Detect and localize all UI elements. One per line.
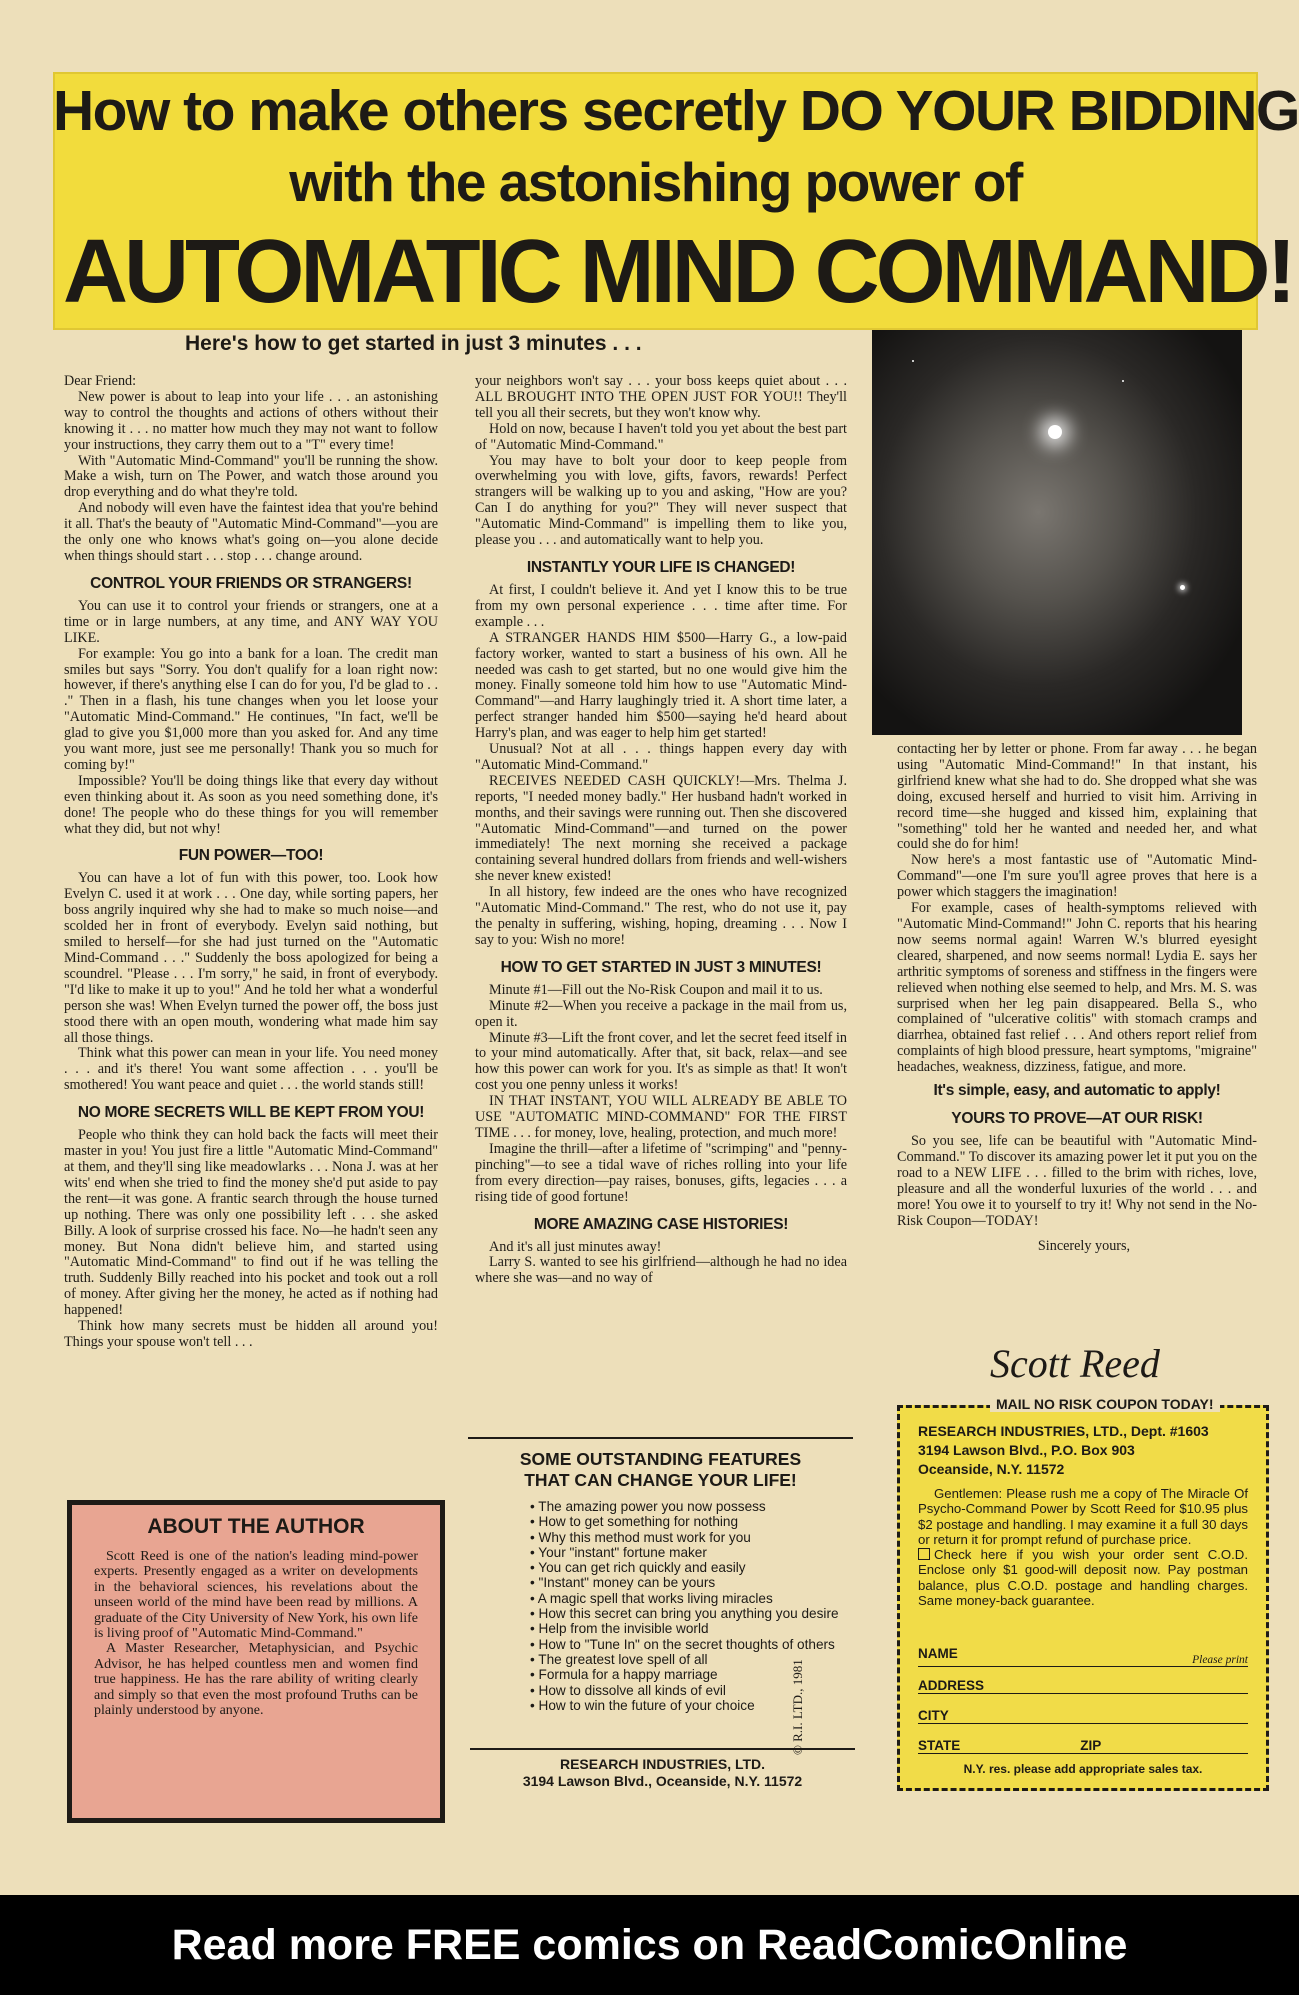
section-heading: INSTANTLY YOUR LIFE IS CHANGED! xyxy=(526,558,796,576)
list-item: • How this secret can bring you anything you desire xyxy=(530,1606,853,1621)
address-label: ADDRESS xyxy=(918,1678,985,1693)
list-item: • How to get something for nothing xyxy=(530,1514,853,1529)
star-icon xyxy=(1122,380,1124,382)
headline-line-3: AUTOMATIC MIND COMMAND! xyxy=(63,222,1293,322)
list-item: • You can get rich quickly and easily xyxy=(530,1560,853,1575)
company-address: 3194 Lawson Blvd., Oceanside, N.Y. 11572 xyxy=(522,1773,803,1789)
name-field[interactable] xyxy=(918,1646,1248,1667)
paragraph: At first, I couldn't believe it. And yet I know this to be true from my own personal experience . . . time after time. For example . . . xyxy=(475,581,847,630)
coupon-tag: MAIL NO RISK COUPON TODAY! xyxy=(990,1396,1220,1412)
headline-banner xyxy=(53,72,1299,330)
closing: Sincerely yours, xyxy=(1037,1238,1131,1255)
coupon-body xyxy=(918,1486,1248,1608)
paragraph: You can have a lot of fun with this power, too. Look how Evelyn C. used it at work . . . One day, while sorting papers, her boss angrily inquired why she had to make so much noise—and scolded her in front of everybody. Evelyn said nothing, but smiled to herself—for she had just turned on the "Automatic Mind-Command . . ." Suddenly the boss apologized for being a scoundrel. "Please . . . I'm sorry," he said, in front of everybody. "I'd like to make it up to you!" And he told her what a wonderful person she was! When Evelyn turned the power off, the boss just stood there with an open mouth, wondering what made him say all those things. xyxy=(64,870,438,1046)
site-footer-link[interactable]: Read more FREE comics on ReadComicOnline xyxy=(0,1895,1299,1995)
bright-star-icon xyxy=(1048,425,1062,439)
paragraph: Hold on now, because I haven't told you yet about the best part of "Automatic Mind-Command." xyxy=(475,420,847,453)
features-title-1: SOME OUTSTANDING FEATURES xyxy=(519,1449,802,1469)
paragraph: Impossible? You'll be doing things like that every day without even thinking about it. As soon as you need something done, it's done! The people who do these things for you will remember what they did, but not why! xyxy=(64,772,438,837)
paragraph: You may have to bolt your door to keep people from overwhelming you with love, gifts, favors, rewards! Perfect strangers will be walking up to you and asking, "How are you? Can I do anything for you?" They will never suspect that "Automatic Mind-Command" is impelling them to like you, please you . . . and automatically want to help you. xyxy=(475,452,847,549)
paragraph: And nobody will even have the faintest idea that you're behind it all. That's the beauty of "Automatic Mind-Command"—you are the only one who knows what's going on—you alone decide when things should start . . . stop . . . change around. xyxy=(64,500,438,564)
please-print-note: Please print xyxy=(1192,1654,1248,1666)
state-label: STATE xyxy=(918,1738,961,1753)
city-field[interactable] xyxy=(918,1708,1248,1724)
coupon-address-line: RESEARCH INDUSTRIES, LTD., Dept. #1603 xyxy=(918,1423,1209,1439)
about-paragraph: A Master Researcher, Metaphysician, and Psychic Advisor, he has helped countless men and women find true happiness. He has the rare ability of writing clearly and simply so that even the most profound Truths can be plainly understood by anyone. xyxy=(94,1641,418,1719)
coupon-cod-text: Check here if you wish your order sent C.O.D. Enclose only $1 good-will deposit now. Pay postman balance, plus C.O.D. postage and handling charges. Same money-back guarantee. xyxy=(918,1547,1248,1609)
section-heading: It's simple, easy, and automatic to apply! xyxy=(933,1082,1221,1100)
features-title-2: THAT CAN CHANGE YOUR LIFE! xyxy=(524,1470,797,1490)
name-label: NAME xyxy=(918,1646,958,1661)
paragraph: New power is about to leap into your life . . . an astonishing way to control the thoughts and actions of others without their knowing it . . . no matter how much they may not want to follow your instructions, they carry them out to a "T" every time! xyxy=(64,388,438,453)
features-title xyxy=(468,1449,853,1491)
section-heading: NO MORE SECRETS WILL BE KEPT FROM YOU! xyxy=(77,1104,425,1122)
coupon-address xyxy=(918,1422,1209,1479)
paragraph: With "Automatic Mind-Command" you'll be running the show. Make a wish, turn on The Power, and watch those around you drop everything and do what they're told. xyxy=(64,452,438,501)
about-paragraph: Scott Reed is one of the nation's leading mind-power experts. Presently engaged as a writer on developments in the behavioral sciences, his revelations about the unseen world of the mind have been read by millions. A graduate of the City University of New York, his own life is living proof of "Automatic Mind-Command." xyxy=(94,1549,418,1642)
section-heading: CONTROL YOUR FRIENDS OR STRANGERS! xyxy=(90,574,412,592)
coupon-order-text: Gentlemen: Please rush me a copy of The Miracle Of Psycho-Command Power by Scott Reed for $10.95 plus $2 postage and handling. I may examine it a full 30 days or return it for prompt refund of purchase price. xyxy=(918,1486,1248,1547)
list-item: • How to win the future of your choice xyxy=(530,1698,853,1713)
paragraph: And it's all just minutes away! xyxy=(489,1238,662,1255)
list-item: • The greatest love spell of all xyxy=(530,1652,853,1667)
headline-line-1: How to make others secretly DO YOUR BIDDING xyxy=(53,79,1299,143)
paragraph: Minute #2—When you receive a package in the mail from us, open it. xyxy=(475,997,847,1030)
paragraph: RECEIVES NEEDED CASH QUICKLY!—Mrs. Thelma J. reports, "I needed money badly." Her husband hadn't worked in months, and their savings were running out. Then she discovered "Automatic Mind-Command"—and turned on the power immediately! The next morning she received a package containing several hundred dollars from friends and well-wishers she never knew existed! xyxy=(475,772,847,885)
section-heading: FUN POWER—TOO! xyxy=(178,847,324,865)
paragraph: In all history, few indeed are the ones who have recognized "Automatic Mind-Command." The rest, who do not use it, pay the penalty in suffering, wishing, hoping, dreaming . . . Now I say to you: Wish no more! xyxy=(475,884,847,948)
paragraph: For example, cases of health-symptoms relieved with "Automatic Mind-Command!" John C. reports that his hearing now seems normal again! Warren W.'s blurred eyesight cleared, sharpened, and now seems normal! Lydia E. says her arthritic symptoms of soreness and stiffness in the fingers were relieved when nothing else seemed to help, and Mrs. M. S. was surprised when her leg pain disappeared. Bella S., who complained of "ulcerative colitis" with stomach cramps and diarrhea, obtained fast relief . . . And others report relief from complaints of high blood pressure, heart symptoms, "migraine" headaches, weakness, dizziness, fatigue, and more. xyxy=(897,900,1257,1076)
section-heading: MORE AMAZING CASE HISTORIES! xyxy=(533,1215,789,1233)
paragraph: Minute #3—Lift the front cover, and let the secret feed itself in to your mind automatically. After that, sit back, relax—and see how this power can work for you. It's as simple as that! It won't cost you one penny unless it works! xyxy=(475,1029,847,1094)
paragraph: Think how many secrets must be hidden all around you! Things your spouse won't tell . . . xyxy=(64,1318,438,1350)
company-name: RESEARCH INDUSTRIES, LTD. xyxy=(559,1756,766,1772)
zip-label: ZIP xyxy=(1080,1738,1102,1753)
subheadline: Here's how to get started in just 3 minutes . . . xyxy=(185,332,642,355)
about-title: ABOUT THE AUTHOR xyxy=(147,1515,365,1538)
paragraph: Minute #1—Fill out the No-Risk Coupon and mail it to us. xyxy=(489,981,823,998)
address-field[interactable] xyxy=(918,1678,1248,1694)
paragraph: A STRANGER HANDS HIM $500—Harry G., a low-paid factory worker, wanted to start a business of his own. All he needed was cash to get started, but no one would give him the money. Finally someone told him how to use "Automatic Mind-Command"—and Harry laughingly tried it. A short time later, a perfect stranger handed him $500—saying he'd heard about Harry's plan, and was eager to help him get started! xyxy=(475,629,847,742)
list-item: • The amazing power you now possess xyxy=(530,1499,853,1514)
paragraph: contacting her by letter or phone. From far away . . . he began using "Automatic Mind-Command!" In that instant, his girlfriend knew what she had to do. She dropped what she was doing, excused herself and hurried to visit him. Arriving in record time—she hugged and kissed him, explaining that "something" told her he wanted and needed her, and what could she do for him! xyxy=(897,741,1257,853)
paragraph: Think what this power can mean in your life. You need money . . . and it's there! You want some affection . . . you'll be smothered! You want peace and quiet . . . the world stands still! xyxy=(64,1045,438,1094)
paragraph: Larry S. wanted to see his girlfriend—although he had no idea where she was—and no way of xyxy=(475,1254,847,1287)
paragraph: For example: You go into a bank for a loan. The credit man smiles but says "Sorry. You don't qualify for a loan right now: however, if there's anything else I can do for you, I'd be glad to . . ." Then in a flash, his tune changes when you let loose your "Automatic Mind-Command." He continues, "In fact, we'll be glad to give you $1,000 more than you asked for. And any time you want more, just see me personally! Thank you so much for coming by!" xyxy=(64,645,438,773)
state-zip-field[interactable] xyxy=(918,1738,1248,1754)
cod-checkbox[interactable] xyxy=(918,1548,930,1560)
order-coupon[interactable] xyxy=(897,1396,1269,1791)
space-photo xyxy=(872,330,1242,735)
list-item: • How to "Tune In" on the secret thoughts of others xyxy=(530,1637,853,1652)
star-icon xyxy=(912,360,914,362)
list-item: • Help from the invisible world xyxy=(530,1621,853,1636)
paragraph: IN THAT INSTANT, YOU WILL ALREADY BE ABLE TO USE "AUTOMATIC MIND-COMMAND" FOR THE FIRST TIME . . . for money, love, healing, protection, and much more! xyxy=(475,1093,847,1141)
star-icon xyxy=(1180,585,1185,590)
signature: Scott Reed xyxy=(990,1341,1160,1386)
list-item: • A magic spell that works living miracles xyxy=(530,1591,853,1606)
coupon-address-line: 3194 Lawson Blvd., P.O. Box 903 xyxy=(918,1442,1135,1458)
salutation: Dear Friend: xyxy=(64,373,137,389)
text-column-1 xyxy=(64,374,438,1351)
list-item: • How to dissolve all kinds of evil xyxy=(530,1683,853,1698)
list-item: • Your "instant" fortune maker xyxy=(530,1545,853,1560)
list-item: • Why this method must work for you xyxy=(530,1530,853,1545)
list-item: • "Instant" money can be yours xyxy=(530,1575,853,1590)
about-author-box xyxy=(67,1500,445,1823)
paragraph: So you see, life can be beautiful with "Automatic Mind-Command." To discover its amazing power let it put you on the road to a NEW LIFE . . . filled to the brim with riches, love, pleasure and all the wonderful luxuries of the world . . . and more! You owe it to yourself to try it! Why not send in the No-Risk Coupon—TODAY! xyxy=(897,1133,1257,1229)
paragraph: Unusual? Not at all . . . things happen every day with "Automatic Mind-Command." xyxy=(475,741,847,773)
copyright-note: © R.I. LTD., 1981 xyxy=(790,1659,805,1755)
section-heading: HOW TO GET STARTED IN JUST 3 MINUTES! xyxy=(500,958,822,976)
section-heading: YOURS TO PROVE—AT OUR RISK! xyxy=(951,1110,1203,1128)
sales-tax-note: N.Y. res. please add appropriate sales tax. xyxy=(963,1762,1203,1776)
text-column-2 xyxy=(475,374,847,1287)
paragraph: your neighbors won't say . . . your boss keeps quiet about . . . ALL BROUGHT INTO THE OPEN JUST FOR YOU!! They'll tell you all their secrets, but they won't know why. xyxy=(475,373,847,421)
text-column-3 xyxy=(897,742,1257,1255)
headline-line-2: with the astonishing power of xyxy=(289,151,1022,213)
paragraph: You can use it to control your friends or strangers, one at a time or in large numbers, at any time, and ANY WAY YOU LIKE. xyxy=(64,597,438,646)
paragraph: Now here's a most fantastic use of "Automatic Mind-Command"—one I'm sure you'll agree proves that here is a power which staggers the imagination! xyxy=(897,852,1257,901)
paragraph: People who think they can hold back the facts will meet their master in you! You just fire a little "Automatic Mind-Command" at them, and they'll sing like meadowlarks . . . Nona J. was at her wits' end when she tried to find the money she'd put aside to pay the rent—it was gone. A frantic search through the house turned up nothing. There was only one possibility left . . . she asked Billy. A look of surprise crossed his face. No—he hadn't seen any money. But Nona didn't believe him, and started using "Automatic Mind-Command" to find out if he was telling the truth. Suddenly Billy reached into his pocket and took out a roll of money. After giving her the money, he acted as if nothing had happened! xyxy=(64,1127,438,1319)
city-label: CITY xyxy=(918,1708,949,1723)
paragraph: Imagine the thrill—after a lifetime of "scrimping" and "penny-pinching"—to see a tidal wave of riches rolling into your life from every direction—pay raises, bonuses, gifts, legacies . . . a rising tide of good fortune! xyxy=(475,1140,847,1205)
list-item: • Formula for a happy marriage xyxy=(530,1667,853,1682)
coupon-address-line: Oceanside, N.Y. 11572 xyxy=(918,1461,1065,1477)
